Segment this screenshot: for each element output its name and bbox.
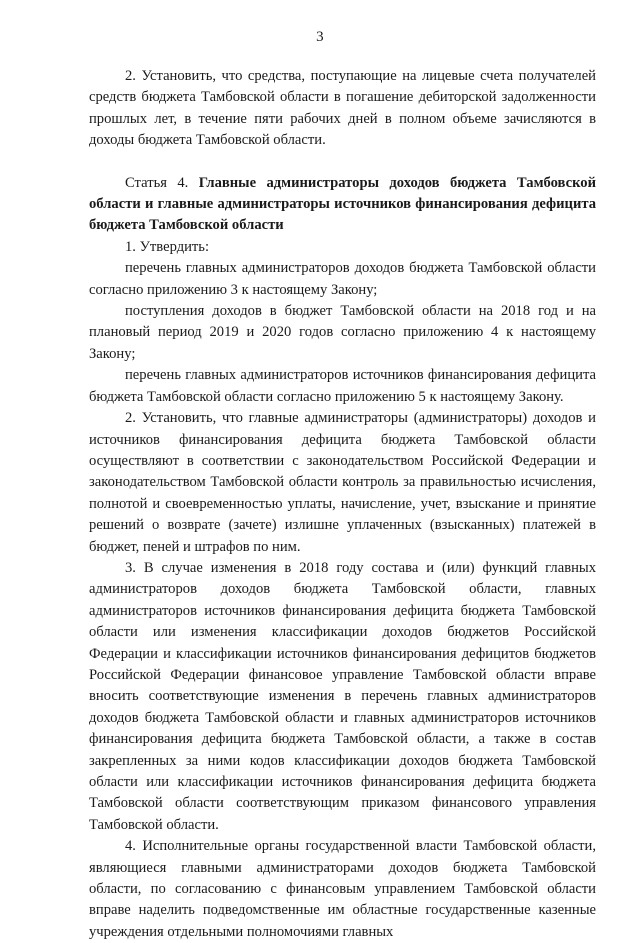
article-number: Статья 4. [125,174,199,191]
article-4-heading [89,173,596,237]
article-title: Главные администраторы доходов бюджета Тамбовской области и главные администраторы источников финансирования дефицита бюджета Тамбовской области [89,174,597,234]
paragraph-approve: 1. Утвердить: [125,238,210,255]
paragraph-funds-receipts: 2. Установить, что средства, поступающие на лицевые счета получателей средств бюджета Тамбовской области в погашение дебиторской задолженности прошлых лет, в течение пяти рабочих дней в полном объеме зачисляются в доходы бюджета Тамбовской области. [89,68,596,149]
list-item-income-receipts: поступления доходов в бюджет Тамбовской области на 2018 год и на плановый период 2019 и 2020 годов согласно приложению 4 к настоящему Закону; [89,303,596,362]
list-item-deficit-admins: перечень главных администраторов источников финансирования дефицита бюджета Тамбовской области согласно приложению 5 к настоящему Закону. [89,367,596,405]
paragraph-control: 2. Установить, что главные администраторы (администраторы) доходов и источников финансирования дефицита бюджета Тамбовской области осуществляют в соответствии с законодательством Российской Федерации и законодательством Тамбовской области контроль за правильностью исчисления, полнотой и своевременностью уплаты, начисление, учет, взыскание и принятие решений о возврате (зачете) излишне уплаченных (взысканных) платежей в бюджет, пеней и штрафов по ним. [89,410,596,555]
list-item-income-admins: перечень главных администраторов доходов бюджета Тамбовской области согласно приложению 3 к настоящему Закону; [89,260,596,298]
page-number: 3 [316,29,324,45]
paragraph-executive-bodies: 4. Исполнительные органы государственной власти Тамбовской области, являющиеся главными администраторами доходов бюджета Тамбовской области, по согласованию с финансовым управлением Тамбовской области вправе наделить подведомственные им областные государственные казенные учреждения отдельными полномочиями главных [89,838,596,940]
document-body [89,66,596,943]
paragraph-changes: 3. В случае изменения в 2018 году состава и (или) функций главных администраторов доходов бюджета Тамбовской области, главных администраторов источников финансирования дефицита бюджета Тамбовской области или изменения классификации доходов бюджетов Российской Федерации и классификации источников финансирования дефицитов бюджетов Российской Федерации финансовое управление Тамбовской области вправе вносить соответствующие изменения в перечень главных администраторов доходов бюджета Тамбовской области и главных администраторов источников финансирования дефицита бюджета Тамбовской области, а также в состав закрепленных за ними кодов классификации доходов бюджета Тамбовской области или классификации источников финансирования дефицита бюджета Тамбовской области соответствующим приказом финансового управления Тамбовской области. [89,559,596,833]
